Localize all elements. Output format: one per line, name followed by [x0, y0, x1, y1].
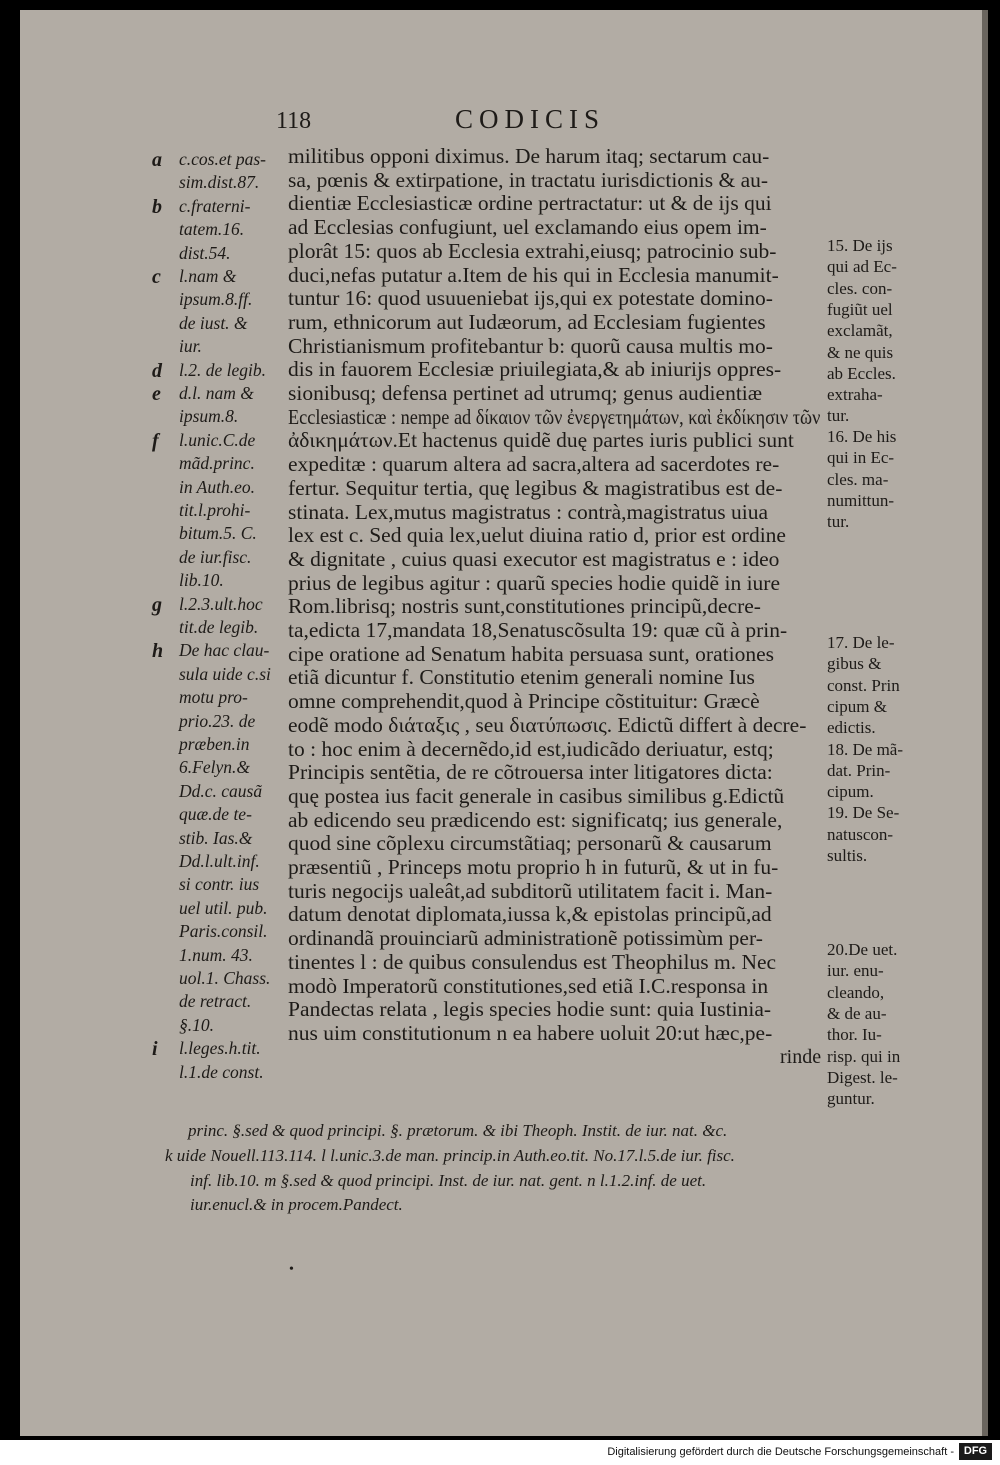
main-text-line: ta,edicta 17,mandata 18,Senatuscõsulta 19: quæ cũ à prin- [288, 618, 788, 642]
main-text-line: præsentiũ , Princeps motu proprio h in futurũ, & ut in fu- [288, 855, 779, 879]
main-text-line: Christianismum profitebantur b: quorũ causa multis mo- [288, 333, 773, 358]
left-note-line: de iust. & [179, 312, 248, 333]
right-note-line: 15. De ijs [827, 236, 893, 255]
left-note-line: Paris.consil. [179, 921, 268, 942]
main-text-line: tinentes l : de quibus consulendus est Theophilus m. Nec [288, 949, 777, 974]
right-note-line: qui ad Ec- [827, 257, 897, 277]
left-note-line: 1.num. 43. [179, 944, 253, 965]
note-marker: e [152, 383, 161, 405]
right-note-line: natuscon- [827, 824, 894, 844]
marginal-mark: • [289, 1262, 294, 1277]
main-text-line: tuntur 16: quod usuueniebat ijs,qui ex potestate domino- [288, 286, 773, 311]
right-note-line: cipum & [827, 696, 887, 716]
note-marker: g [152, 593, 162, 616]
left-note-line: stib. Ias.& [179, 827, 253, 848]
main-text-line: to : hoc enim à decernẽdo,id est,iudicãdo deriuatur, estq; [288, 736, 774, 761]
left-note-line: l.unic.C.de [179, 429, 256, 450]
main-text-line: etiã dicuntur f. Constitutio etenim generali nomine Ius [288, 665, 755, 690]
footnote-line: iur.enucl.& in procem.Pandect. [190, 1195, 403, 1214]
left-note-line: uol.1. Chass. [179, 968, 271, 988]
main-text-line: prius de legibus agitur : quarũ species hodie quidẽ in iure [288, 570, 780, 595]
left-note-line: bitum.5. C. [179, 523, 257, 544]
right-note-line: cipum. [827, 782, 874, 802]
left-note-line: l.2.3.ult.hoc [179, 593, 263, 614]
main-text-line: dis in fauorem Ecclesiæ priuilegiata,& ab iniurijs oppres- [288, 357, 782, 382]
right-note-line: 20.De uet. [827, 940, 898, 959]
left-note-line: tatem.16. [179, 219, 245, 240]
right-note-line: exclamãt, [827, 321, 893, 341]
right-note-line: gibus & [827, 654, 882, 674]
main-text-line: omne comprehendit,quod à Principe cõstituitur: Græcè [288, 689, 760, 714]
main-text-line: cipe oratione ad Senatum habita persuasa sunt, orationes [288, 641, 774, 666]
left-note-line: Dd.l.ult.inf. [179, 851, 260, 871]
main-text-line: Rom.librisq; nostris sunt,constitutiones principũ,decre- [288, 594, 761, 619]
left-note-line: si contr. ius [179, 874, 260, 895]
right-note-line: 18. De mã- [827, 739, 904, 759]
main-text-line: turis negocijs ualeât,ad subditorũ utilitatem facit i. Man- [288, 878, 773, 903]
left-note-line: mãd.princ. [179, 453, 255, 474]
main-text-line: Pandectas relata , legis species hodie sunt: quia Iustinia- [288, 997, 772, 1022]
right-note-line: 17. De le- [827, 633, 895, 652]
right-note-line: cles. ma- [827, 469, 889, 489]
main-text-line: duci,nefas putatur a.Item de his qui in Ecclesia manumit- [288, 262, 779, 287]
right-note-line: cles. con- [827, 278, 893, 298]
left-note-line: uel util. pub. [179, 897, 268, 918]
left-note-line: d.l. nam & [179, 383, 254, 403]
page-edge [982, 10, 988, 1436]
left-note-line: tit.de legib. [179, 617, 259, 637]
left-note-line: in Auth.eo. [179, 476, 255, 497]
right-note-line: & ne quis [827, 342, 894, 362]
main-text-line: stinata. Lex,mutus magistratus : contrà,magistratus uiua [288, 499, 769, 524]
main-text-line: dientiæ Ecclesiasticæ ordine pertractatur: ut & de ijs qui [288, 191, 772, 216]
main-text-line: nus uim constitutionum n ea habere uoluit 20:ut hæc,pe- [288, 1020, 773, 1045]
note-marker: c [152, 266, 161, 288]
left-note-line: ipsum.8. [179, 406, 239, 427]
left-note-line: l.2. de legib. [179, 359, 266, 380]
right-note-line: tur. [827, 406, 850, 426]
left-note-line: l.1.de const. [179, 1061, 264, 1082]
main-text-line: rinde [780, 1045, 822, 1068]
left-note-line: præben.in [179, 734, 250, 754]
main-text-line: quod sine cõplexu circumstãtiaq; personarũ & causarum [288, 831, 772, 856]
left-note-line: c.cos.et pas- [179, 149, 266, 169]
main-text-line: Ecclesiasticæ : nempe ad δίκαιον τῶν ἐνεργετημάτων, καὶ ἐκδίκησιν τῶν [288, 404, 821, 429]
left-note-line: de iur.fisc. [179, 546, 252, 567]
main-text-line: fertur. Sequitur tertia, quę legibus & magistratibus est de- [288, 475, 783, 500]
main-text-line: rum, ethnicorum aut Iudæorum, ad Ecclesiam fugientes [288, 309, 766, 334]
right-note-line: dat. Prin- [827, 760, 891, 780]
right-note-line: tur. [827, 512, 850, 532]
dfg-logo: DFG [959, 1443, 992, 1460]
right-note-line: risp. qui in [827, 1046, 901, 1066]
main-text-line: plorât 15: quos ab Ecclesia extrahi,eiusq; patrocinio sub- [288, 238, 777, 263]
right-note-line: 16. De his [827, 427, 897, 446]
left-note-line: sim.dist.87. [179, 172, 260, 193]
right-note-line: cleando, [827, 982, 885, 1002]
running-title: CODICIS [455, 104, 606, 134]
right-note-line: iur. enu- [827, 961, 884, 981]
note-marker: h [152, 640, 164, 663]
right-note-line: const. Prin [827, 675, 900, 695]
left-note-line: §.10. [179, 1014, 214, 1035]
right-note-line: numittun- [827, 490, 895, 510]
right-note-line: 19. De Se- [827, 803, 900, 823]
left-note-line: lib.10. [179, 570, 224, 591]
note-marker: b [152, 195, 162, 218]
left-note-line: sula uide c.si [179, 663, 271, 684]
main-text-line: sa, pœnis & extirpatione, in tractatu iurisdictionis & au- [288, 167, 769, 192]
main-text-line: datum denotat diplomata,iussa k,& epistolas principũ,ad [288, 902, 772, 927]
left-note-line: tit.l.prohi- [179, 500, 251, 520]
main-text-line: ordinandã prouinciarũ administrationẽ potissimùm per- [288, 926, 763, 951]
main-text-line: sionibusq; defensa pertinet ad utrumq; genus audientiæ [288, 381, 763, 405]
main-text-line: ἀδικημάτων.Et hactenus quidẽ duę partes iuris publici sunt [288, 428, 794, 453]
left-note-line: Dd.c. causã [179, 780, 263, 801]
left-note-line: motu pro- [179, 687, 248, 708]
right-note-line: qui in Ec- [827, 448, 895, 468]
main-text-line: lex est c. Sed quia lex,uelut diuina ratio d, prior est ordine [288, 523, 786, 548]
right-note-line: guntur. [827, 1089, 875, 1109]
left-note-line: ipsum.8.ff. [179, 289, 253, 310]
main-text-line: quę postea ius facit generale in casibus similibus g.Edictũ [288, 783, 785, 808]
footnote-line: princ. §.sed & quod principi. §. prætorum. & ibi Theoph. Instit. de iur. nat. &c. [188, 1121, 728, 1140]
main-text-line: Principis sentẽtia, de re cõtrouersa inter litigatores dicta: [288, 760, 773, 785]
right-note-line: fugiũt uel [827, 299, 893, 319]
main-text-line: ab edicendo seu prædicendo est: significatq; ius generale, [288, 807, 783, 832]
page-number: 118 [276, 108, 312, 134]
note-marker: a [152, 149, 162, 171]
left-note-line: l.nam & [179, 266, 237, 286]
note-marker: f [152, 429, 159, 452]
right-note-line: & de au- [827, 1003, 887, 1023]
left-note-line: 6.Felyn.& [179, 757, 250, 778]
right-note-line: thor. Iu- [827, 1025, 882, 1045]
left-note-line: c.fraterni- [179, 195, 251, 216]
note-marker: d [152, 359, 162, 382]
left-note-line: De hac clau- [179, 640, 270, 661]
main-text-line: eodẽ modo διάταξις , seu διατύπωσις. Edictũ differt à decre- [288, 712, 807, 737]
main-text-line: modò Imperatorũ constitutiones,sed etiã I.C.responsa in [288, 973, 769, 998]
right-note-line: ab Eccles. [827, 363, 896, 383]
right-note-line: sultis. [827, 846, 868, 865]
left-note-line: dist.54. [179, 242, 231, 263]
left-note-line: de retract. [179, 991, 252, 1012]
note-marker: i [152, 1038, 158, 1061]
main-text-line: militibus opponi diximus. De harum itaq; sectarum cau- [288, 144, 770, 168]
main-text-line: ad Ecclesias confugiunt, uel exclamando eius opem im- [288, 215, 767, 240]
footnote-line: inf. lib.10. m §.sed & quod principi. Inst. de iur. nat. gent. n l.1.2.inf. de uet. [190, 1171, 707, 1190]
main-text-line: expeditæ : quarum altera ad sacra,altera ad sacerdotes re- [288, 452, 780, 477]
right-note-line: Digest. le- [827, 1067, 898, 1087]
footer-credit: Digitalisierung gefördert durch die Deutsche Forschungsgemeinschaft - [607, 1446, 954, 1458]
left-note-line: prio.23. de [179, 710, 256, 731]
footnote-line: k uide Nouell.113.114. l l.unic.3.de man. princip.in Auth.eo.tit. No.17.l.5.de iur. fisc. [165, 1146, 735, 1165]
left-note-line: iur. [179, 336, 202, 357]
right-note-line: extraha- [827, 385, 883, 405]
main-text-line: & dignitate , cuius quasi executor est magistratus e : ideo [288, 546, 780, 571]
right-note-line: edictis. [827, 718, 876, 738]
left-note-line: l.leges.h.tit. [179, 1038, 261, 1059]
left-note-line: quæ.de te- [179, 804, 252, 825]
